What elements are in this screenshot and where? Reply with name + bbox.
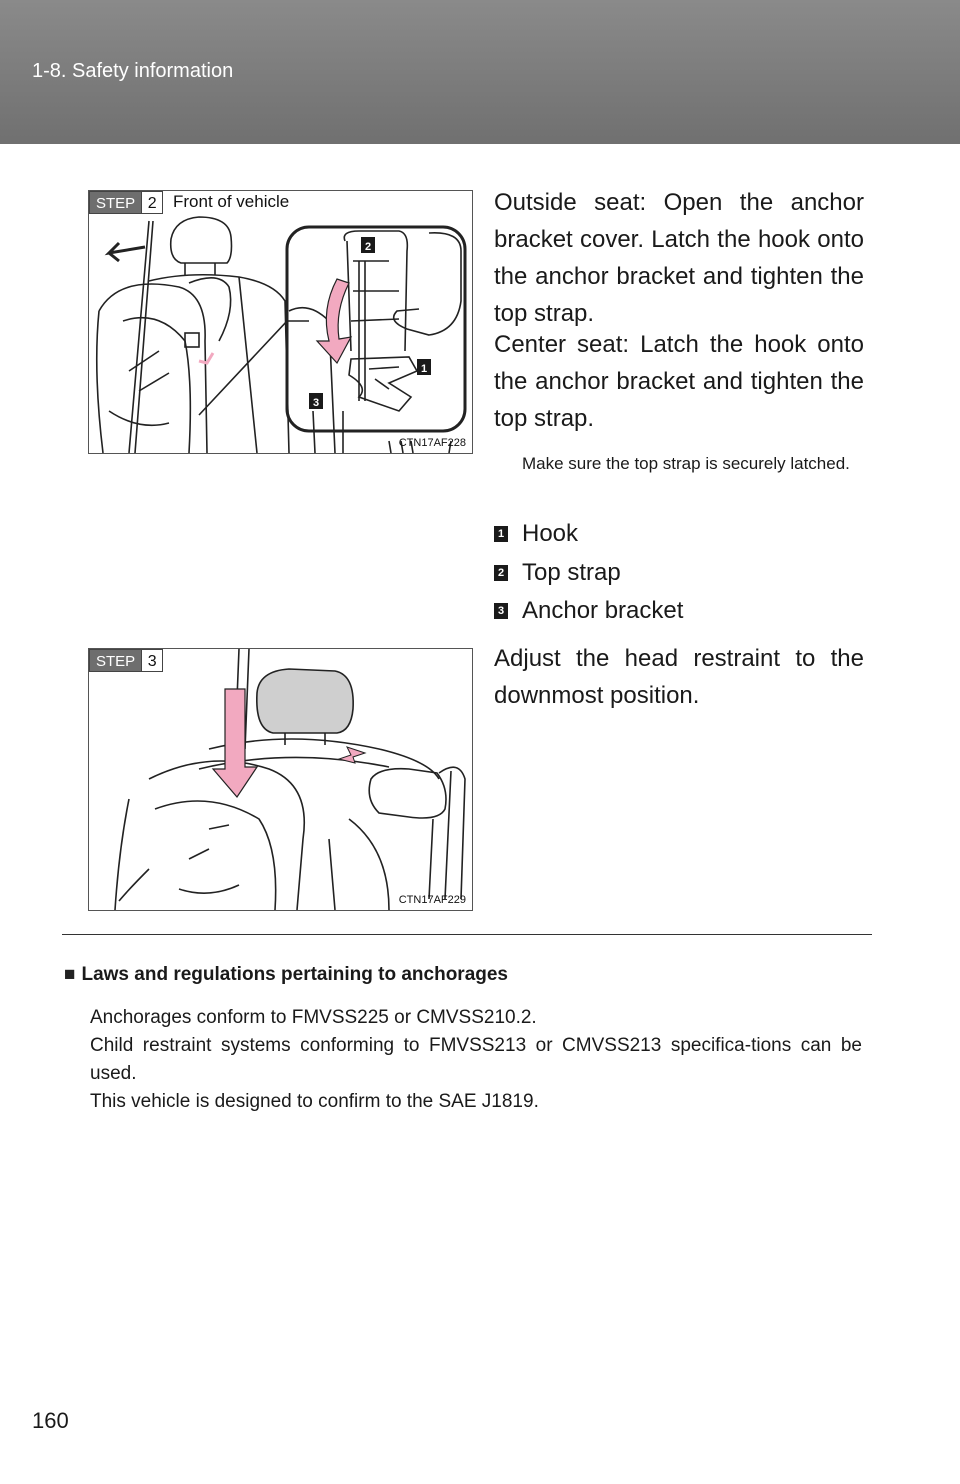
head-restraint-drawing xyxy=(89,649,472,910)
callout-3: 3 xyxy=(312,397,320,409)
figure-code: CTN17AF229 xyxy=(398,894,466,906)
legend-number: 1 xyxy=(494,526,508,542)
page-number: 160 xyxy=(32,1408,69,1433)
child-seat-anchor-drawing xyxy=(89,191,472,453)
step2-center-text: Center seat: Latch the hook onto the anchor bracket and tighten the top strap. xyxy=(494,331,864,432)
legend-number: 3 xyxy=(494,603,508,619)
info-line: This vehicle is designed to confirm to the SAE J1819. xyxy=(90,1091,539,1112)
step-number: 3 xyxy=(142,649,163,672)
figure-code: CTN17AF228 xyxy=(398,437,466,449)
legend-anchor-bracket xyxy=(494,597,683,625)
section-divider xyxy=(62,934,872,935)
info-section-title: Laws and regulations pertaining to anchorages xyxy=(81,964,509,985)
info-line: Child restraint systems conforming to FMVSS213 or CMVSS213 specifica-tions can be used. xyxy=(90,1035,862,1084)
step3-text: Adjust the head restraint to the downmost position. xyxy=(494,645,864,709)
legend-label: Anchor bracket xyxy=(522,597,684,624)
legend-hook xyxy=(494,520,578,548)
callout-2: 2 xyxy=(364,241,372,253)
callout-1: 1 xyxy=(420,363,428,375)
info-section-heading xyxy=(64,964,508,986)
step-badge xyxy=(89,191,163,214)
legend-top-strap xyxy=(494,559,621,587)
step2-illustration xyxy=(88,190,473,454)
step2-note: Make sure the top strap is securely latched. xyxy=(522,454,850,473)
step-number: 2 xyxy=(142,191,163,214)
info-line: Anchorages conform to FMVSS225 or CMVSS210.2. xyxy=(90,1007,537,1028)
step-tag: STEP xyxy=(89,191,142,214)
step2-outside-text: Outside seat: Open the anchor bracket cover. Latch the hook onto the anchor bracket and tighten the top strap. xyxy=(494,189,864,327)
figure-caption: Front of vehicle xyxy=(173,192,290,211)
legend-number: 2 xyxy=(494,565,508,581)
page-header xyxy=(0,0,960,144)
step-badge xyxy=(89,649,163,672)
legend-label: Hook xyxy=(522,520,579,547)
legend-label: Top strap xyxy=(522,559,621,586)
step3-illustration xyxy=(88,648,473,911)
square-bullet-icon: ■ xyxy=(64,964,76,985)
step-tag: STEP xyxy=(89,649,142,672)
section-title: 1-8. Safety information xyxy=(32,60,234,82)
